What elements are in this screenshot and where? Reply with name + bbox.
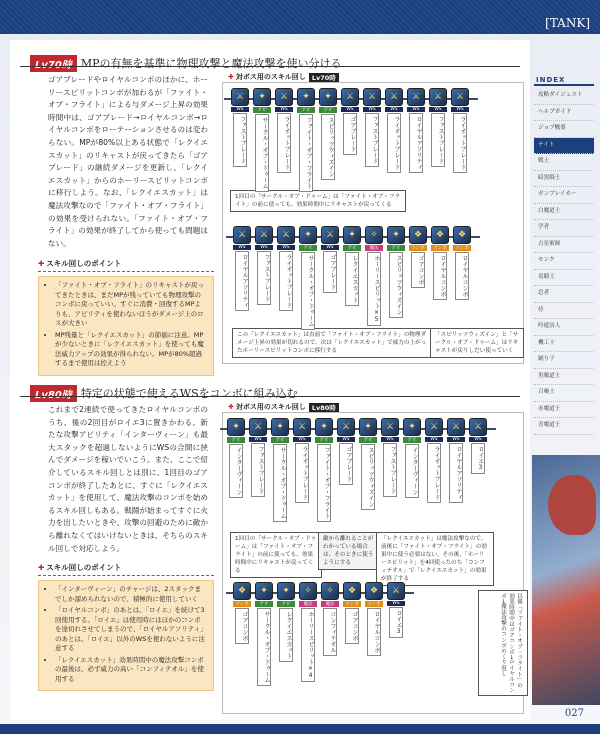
index-list bbox=[534, 88, 594, 435]
skill-name: ファストブレード bbox=[257, 251, 271, 305]
skill-step bbox=[254, 226, 274, 305]
index-item[interactable]: 学者 bbox=[534, 220, 594, 237]
skill-step bbox=[252, 88, 272, 192]
skill-type-tag: WS bbox=[425, 437, 443, 442]
section2-level-badge: Lv80時 bbox=[30, 385, 77, 402]
skill-type-tag: アビ bbox=[315, 437, 333, 443]
skill-name: ライオットブレード bbox=[279, 251, 293, 311]
skill-name: スピリッツウィズイン bbox=[361, 444, 375, 510]
skill-icon: ❖ bbox=[431, 226, 449, 244]
skill-icon: ✦ bbox=[299, 226, 317, 244]
skill-name: インターヴィーン bbox=[405, 444, 419, 498]
skill-step bbox=[428, 88, 448, 167]
skill-name: レクイエスカット bbox=[345, 252, 359, 306]
skill-icon: ⚔ bbox=[381, 418, 399, 436]
skill-icon: ✦ bbox=[277, 582, 295, 600]
skill-name: ゴアブレード bbox=[343, 113, 357, 155]
skill-name: サークル・オブ・ドゥーム bbox=[257, 608, 271, 686]
character-portrait bbox=[532, 455, 600, 705]
skill-type-tag: WS bbox=[407, 107, 425, 112]
index-item[interactable]: モンク bbox=[534, 253, 594, 270]
skill-name: ファイト・オブ・フライト bbox=[317, 444, 331, 522]
skill-step bbox=[298, 582, 318, 682]
skill-name: レクイエスカット bbox=[279, 608, 293, 662]
skill-name: ロイヤルコンボ bbox=[367, 608, 381, 656]
index-title: INDEX bbox=[534, 76, 594, 86]
skill-step bbox=[318, 88, 338, 180]
portrait-hair bbox=[548, 475, 596, 535]
skill-icon: ✦ bbox=[255, 582, 273, 600]
skill-icon: ⚔ bbox=[425, 418, 443, 436]
index-item[interactable]: 機工士 bbox=[534, 336, 594, 353]
skill-icon: ❖ bbox=[343, 582, 361, 600]
skill-icon: ✦ bbox=[253, 88, 271, 106]
section2-points-title: ✚ スキル回しのポイント bbox=[38, 562, 214, 576]
section1-row2 bbox=[232, 226, 474, 330]
section2-diagram-tag: Lv80時 bbox=[309, 403, 339, 412]
section1-diagram-title-text: ✚ 対ボス用のスキル回し bbox=[235, 73, 306, 81]
skill-type-tag: アビ bbox=[343, 245, 361, 251]
skill-icon: ⚔ bbox=[293, 418, 311, 436]
section2-diagram-title bbox=[228, 402, 339, 412]
skill-name: ライオットブレード bbox=[387, 113, 401, 173]
skill-name: ロイヤルアソリティ bbox=[409, 113, 423, 173]
skill-step bbox=[274, 88, 294, 173]
skill-name: ファストブレード bbox=[431, 113, 445, 167]
section1-note2: この「レクイエスカット」は直前で「ファイト・オブ・フライト」の物理ダメージ上昇の効果が切れるので、次は「レクイエスカット」で威力の上がったホーリースピリットコンボに移行する bbox=[232, 328, 432, 358]
skill-step bbox=[430, 226, 450, 300]
skill-step bbox=[408, 226, 428, 288]
skill-name: ライオットブレード bbox=[453, 113, 467, 173]
skill-type-tag: WS bbox=[469, 437, 487, 442]
skill-icon: ⚔ bbox=[451, 88, 469, 106]
section2-point: • 「レクイエスカット」効果時間中の魔法攻撃コンボの最後は、必ず威力の高い「コンフィテオル」を使用する bbox=[55, 656, 207, 685]
skill-step bbox=[342, 226, 362, 306]
skill-name: ホーリースピリット×4 bbox=[301, 608, 315, 682]
skill-type-tag: アビ bbox=[359, 437, 377, 443]
index-item[interactable]: ヘルプガイド bbox=[534, 105, 594, 122]
index-item[interactable]: 赤魔道士 bbox=[534, 402, 594, 419]
section-tab: [TANK] bbox=[545, 16, 590, 30]
section1-rule bbox=[20, 66, 520, 67]
skill-step bbox=[402, 418, 422, 498]
skill-icon: ✦ bbox=[227, 418, 245, 436]
skill-name: ロイヤルアソリティ bbox=[235, 251, 249, 311]
skill-icon: ✦ bbox=[359, 418, 377, 436]
section2-title: 特定の状態で使えるWSをコンボに組み込む bbox=[80, 387, 298, 400]
skill-icon: ⚔ bbox=[277, 226, 295, 244]
skill-icon: ⚔ bbox=[341, 88, 359, 106]
skill-icon: ⚔ bbox=[321, 226, 339, 244]
index-item[interactable]: 戦士 bbox=[534, 154, 594, 171]
skill-step bbox=[276, 582, 296, 662]
skill-icon: ❖ bbox=[453, 226, 471, 244]
section1-point: • MP残量と「レクイエスカット」の節価に注意。MPが少ないときに「レクイエスカット」を使っても魔法威力アップの効果が得られない。MPが80%超過するまで使用は控えよう bbox=[55, 331, 207, 369]
skill-step bbox=[230, 88, 250, 167]
section1-header bbox=[30, 54, 341, 72]
index-item[interactable]: 吟遊詩人 bbox=[534, 319, 594, 336]
skill-type-tag: WS bbox=[451, 107, 469, 112]
index-item[interactable]: ガンブレイカー bbox=[534, 187, 594, 204]
skill-step bbox=[226, 418, 246, 498]
skill-icon: ⚔ bbox=[387, 582, 405, 600]
skill-icon: ✦ bbox=[315, 418, 333, 436]
skill-type-tag: WS bbox=[275, 107, 293, 112]
skill-name: ロイヤルコンボ bbox=[433, 252, 447, 300]
section1-note1: 1回目の「サークル・オブ・ドゥーム」は「ファイト・オブ・フライト」の前に使っても、効果時間中にリキャストが戻ってくる bbox=[230, 190, 406, 212]
skill-name: ロイエ3 bbox=[471, 443, 485, 474]
page-number: 027 bbox=[564, 708, 584, 719]
section2-points bbox=[38, 562, 214, 691]
skill-type-tag: コンボ bbox=[431, 245, 449, 251]
index-item[interactable]: 竜騎士 bbox=[534, 270, 594, 287]
skill-icon: ✦ bbox=[271, 418, 289, 436]
skill-step bbox=[336, 418, 356, 485]
skill-icon: ✦ bbox=[319, 88, 337, 106]
skill-icon: ✧ bbox=[365, 226, 383, 244]
skill-icon: ✦ bbox=[297, 88, 315, 106]
skill-type-tag: アビ bbox=[271, 437, 289, 443]
skill-step bbox=[320, 226, 340, 293]
skill-icon: ⚔ bbox=[255, 226, 273, 244]
skill-name: ライオットブレード bbox=[295, 443, 309, 503]
skill-name: サークル・オブ・ドゥーム bbox=[273, 444, 287, 522]
skill-icon: ⚔ bbox=[429, 88, 447, 106]
skill-icon: ❖ bbox=[233, 582, 251, 600]
section2-diagram-title-text: ✚ 対ボス用のスキル回し bbox=[235, 403, 306, 411]
skill-step bbox=[342, 582, 362, 644]
section2-rule bbox=[20, 396, 520, 397]
skill-type-tag: WS bbox=[387, 601, 405, 606]
skill-type-tag: WS bbox=[321, 245, 339, 250]
skill-step bbox=[320, 582, 340, 656]
skill-icon: ✦ bbox=[343, 226, 361, 244]
skill-icon: ✦ bbox=[387, 226, 405, 244]
skill-type-tag: WS bbox=[293, 437, 311, 442]
index-item[interactable]: 暗黒騎士 bbox=[534, 171, 594, 188]
skill-type-tag: アビ bbox=[403, 437, 421, 443]
skill-step bbox=[406, 88, 426, 173]
skill-step bbox=[468, 418, 488, 474]
skill-name: ファストブレード bbox=[365, 113, 379, 167]
section2-row2 bbox=[232, 582, 408, 686]
skill-step bbox=[450, 88, 470, 173]
skill-name: ゴアコンボ bbox=[411, 252, 425, 288]
skill-type-tag: コンボ bbox=[233, 601, 251, 607]
skill-step bbox=[232, 582, 252, 644]
skill-type-tag: アビ bbox=[299, 245, 317, 251]
skill-name: ゴアブレード bbox=[339, 443, 353, 485]
skill-name: サークル・オブ・ドゥーム bbox=[301, 252, 315, 330]
skill-icon: ⚔ bbox=[231, 88, 249, 106]
skill-type-tag: アビ bbox=[297, 107, 315, 113]
skill-step bbox=[364, 226, 384, 326]
skill-name: ロイエ3 bbox=[389, 607, 403, 638]
skill-step bbox=[386, 582, 406, 638]
index-item[interactable]: 黒魔道士 bbox=[534, 369, 594, 386]
section1-point: • 「ファイト・オブ・フライト」のリキャストが戻ってきたときは、まだMPが残っていても物理攻撃のコンボに戻っていい。すぐに消費・回復するMPよりも、アビリティを使わないほうがダメージ上のロスが大きい bbox=[55, 281, 207, 329]
skill-step bbox=[232, 226, 252, 311]
section1-title: MPの有無を基準に物理攻撃と魔法攻撃を使い分ける bbox=[80, 57, 342, 70]
skill-type-tag: 魔法 bbox=[321, 601, 339, 607]
skill-type-tag: WS bbox=[337, 437, 355, 442]
skill-type-tag: WS bbox=[233, 245, 251, 250]
index-item[interactable]: 侍 bbox=[534, 303, 594, 320]
section1-points-box bbox=[38, 276, 214, 376]
skill-icon: ⚔ bbox=[249, 418, 267, 436]
skill-type-tag: WS bbox=[341, 107, 359, 112]
index-item[interactable]: 召喚士 bbox=[534, 385, 594, 402]
skill-step bbox=[384, 88, 404, 173]
skill-name: サークル・オブ・ドゥーム bbox=[255, 114, 269, 192]
skill-type-tag: 魔法 bbox=[299, 601, 317, 607]
index-item[interactable]: 踊り子 bbox=[534, 352, 594, 369]
skill-name: ゴアコンボ bbox=[235, 608, 249, 644]
section1-level-badge: Lv70時 bbox=[30, 55, 77, 72]
skill-icon: ⚔ bbox=[385, 88, 403, 106]
top-banner bbox=[0, 0, 600, 34]
section2-note3: 「レクイエスカット」は魔法攻撃なので、前後に「ファイト・オブ・フライト」の効果中に使う必要はない。その後、「ホーリースピリット」を4回使ったのち「コンフィテオル」で「レクイエスカット」の効果が終了する bbox=[376, 532, 494, 586]
skill-name: インターヴィーン bbox=[229, 444, 243, 498]
skill-icon: ❖ bbox=[409, 226, 427, 244]
skill-type-tag: WS bbox=[429, 107, 447, 112]
section2-row1 bbox=[226, 418, 490, 522]
section2-body: これまで2連続で使ってきたロイヤルコンボのうち、後の2回目がロイエ3に置きかわる。新たな攻撃アビリティ「インターヴィーン」も最大スタックを超過しないようにWSの合間に挟んでダメージを稼いでいこう。また、ここで紹介しているスキル回しとは別に、1回目のゴアコンボが終了したあとに、すぐに「レクイエスカット」を使用して、魔法攻撃のコンボを始めるスキル回しもある。戦闘が始まってすぐに火力を出したいときや、攻撃の回避のために敵から離れなくてはいけないときは、そちらのスキル回しで対応しよう。 bbox=[48, 405, 208, 553]
skill-step bbox=[254, 582, 274, 686]
skill-type-tag: WS bbox=[277, 245, 295, 250]
skill-icon: ⚔ bbox=[275, 88, 293, 106]
skill-name: ゴアブレード bbox=[323, 251, 337, 293]
skill-step bbox=[270, 418, 290, 522]
index-item[interactable]: 占星術師 bbox=[534, 237, 594, 254]
skill-name: スピリッツウィズイン bbox=[321, 114, 335, 180]
skill-step bbox=[380, 418, 400, 497]
section2-points-box bbox=[38, 580, 214, 691]
skill-type-tag: アビ bbox=[387, 245, 405, 251]
skill-icon: ✦ bbox=[403, 418, 421, 436]
section1-diagram-tag: Lv70時 bbox=[309, 73, 339, 82]
skill-step bbox=[276, 226, 296, 311]
skill-type-tag: コンボ bbox=[409, 245, 427, 251]
section1-points-title: ✚ スキル回しのポイント bbox=[38, 258, 214, 272]
section1-row1 bbox=[230, 88, 472, 192]
skill-name: ゴアコンボ bbox=[345, 608, 359, 644]
skill-type-tag: アビ bbox=[253, 107, 271, 113]
skill-step bbox=[340, 88, 360, 155]
skill-step bbox=[446, 418, 466, 503]
skill-type-tag: アビ bbox=[227, 437, 245, 443]
skill-icon: ⚔ bbox=[233, 226, 251, 244]
bottom-banner bbox=[0, 724, 600, 734]
section2-note1: 1回目の「サークル・オブ・ドゥーム」は「ファイト・オブ・フライト」の前に使っても、効果時間中にリキャストが戻ってくる bbox=[230, 532, 322, 578]
skill-step bbox=[364, 582, 384, 656]
skill-name: ロイヤルアソリティ bbox=[449, 443, 463, 503]
skill-icon: ⚔ bbox=[337, 418, 355, 436]
skill-type-tag: アビ bbox=[319, 107, 337, 113]
skill-name: ロイヤルコンボ bbox=[455, 252, 469, 300]
section2-point: • 「ロイヤルコンボ」のあとは、「ロイエ」を続けて3回使用する。「ロイエ」は使用時にはほかのコンボを途切れさせてしまうので、「ロイヤルアソリティ」のあとは、「ロイエ」以外のWSを使わないように注意する bbox=[55, 606, 207, 654]
section1-body: ゴアブレードやロイヤルコンボのほかに、ホーリースピリットコンボが加わるが「ファイト・オブ・フライト」による与ダメージ上昇の効果時間中は、ゴアブレード→ロイヤルコンボ→ロイヤルコンボをローテーションさせるのは変わらない。MPが80%以上ある状態で「レクイエスカット」のリキャストが戻ってきたら「ゴアブレード」の継続ダメージを更新し、「レクイエスカット」からのホーリースピリットコンボに移行しよう。なお、「レクイエスカット」は魔法攻撃なので「ファイト・オブ・フライト」の効果を受けられない。「ファイト・オブ・フライト」の効果が終了してから使っても問題はない。 bbox=[48, 75, 208, 248]
skill-type-tag: WS bbox=[231, 107, 249, 112]
skill-icon: ⚔ bbox=[363, 88, 381, 106]
skill-name: ファイト・オブ・フライト bbox=[299, 114, 313, 192]
skill-step bbox=[248, 418, 268, 497]
section1-note3: 「スピリッツウィズイン」と「サークル・オブ・ドゥーム」はリキャストが戻りしだい使っていく bbox=[430, 328, 524, 358]
skill-name: ライオットブレード bbox=[427, 443, 441, 503]
skill-step bbox=[298, 226, 318, 330]
skill-type-tag: WS bbox=[249, 437, 267, 442]
skill-type-tag: WS bbox=[381, 437, 399, 442]
skill-name: ライオットブレード bbox=[277, 113, 291, 173]
skill-icon: ✧ bbox=[299, 582, 317, 600]
skill-step bbox=[386, 226, 406, 318]
skill-type-tag: コンボ bbox=[365, 601, 383, 607]
skill-type-tag: WS bbox=[363, 107, 381, 112]
skill-type-tag: コンボ bbox=[343, 601, 361, 607]
section2-note4: 以後「ファイト・オブ・フライト」の効果時間中はゴアコンボ→ロイヤルコンボ→魔法攻撃のコンボのくり返し bbox=[478, 590, 528, 696]
skill-type-tag: WS bbox=[447, 437, 465, 442]
skill-type-tag: 魔法 bbox=[365, 245, 383, 251]
skill-type-tag: アビ bbox=[277, 601, 295, 607]
skill-type-tag: WS bbox=[385, 107, 403, 112]
skill-step bbox=[358, 418, 378, 510]
index-item[interactable]: ナイト bbox=[534, 138, 594, 155]
skill-name: ホーリースピリット×5 bbox=[367, 252, 381, 326]
index-sidebar bbox=[534, 76, 594, 476]
index-item[interactable]: 忍者 bbox=[534, 286, 594, 303]
skill-icon: ⚔ bbox=[407, 88, 425, 106]
skill-type-tag: コンボ bbox=[453, 245, 471, 251]
skill-name: スピリッツウィズイン bbox=[389, 252, 403, 318]
section2-header bbox=[30, 384, 298, 402]
index-item[interactable]: 青魔道士 bbox=[534, 418, 594, 435]
skill-step bbox=[296, 88, 316, 192]
skill-step bbox=[362, 88, 382, 167]
section1-points bbox=[38, 258, 214, 376]
index-item[interactable]: 白魔道士 bbox=[534, 204, 594, 221]
skill-name: ファストブレード bbox=[233, 113, 247, 167]
section1-diagram-title bbox=[228, 72, 339, 82]
skill-name: コンフィテオル bbox=[323, 608, 337, 656]
skill-name: ファストブレード bbox=[251, 443, 265, 497]
skill-icon: ⚔ bbox=[469, 418, 487, 436]
skill-step bbox=[424, 418, 444, 503]
section2-point: • 「インターヴィーン」のチャージは、2スタックまでしか溜められないので、積極的に使用していく bbox=[55, 585, 207, 604]
skill-type-tag: WS bbox=[255, 245, 273, 250]
skill-type-tag: アビ bbox=[255, 601, 273, 607]
section2-note2: 敵から離れることがわかっている場合は、そのときに使うようにする bbox=[318, 532, 380, 570]
skill-step bbox=[314, 418, 334, 522]
skill-icon: ⚔ bbox=[447, 418, 465, 436]
skill-icon: ❖ bbox=[365, 582, 383, 600]
index-item[interactable]: 攻略ダイジェスト bbox=[534, 88, 594, 105]
skill-name: ファストブレード bbox=[383, 443, 397, 497]
skill-step bbox=[452, 226, 472, 300]
index-item[interactable]: ジョブ概要 bbox=[534, 121, 594, 138]
skill-step bbox=[292, 418, 312, 503]
skill-icon: ✧ bbox=[321, 582, 339, 600]
